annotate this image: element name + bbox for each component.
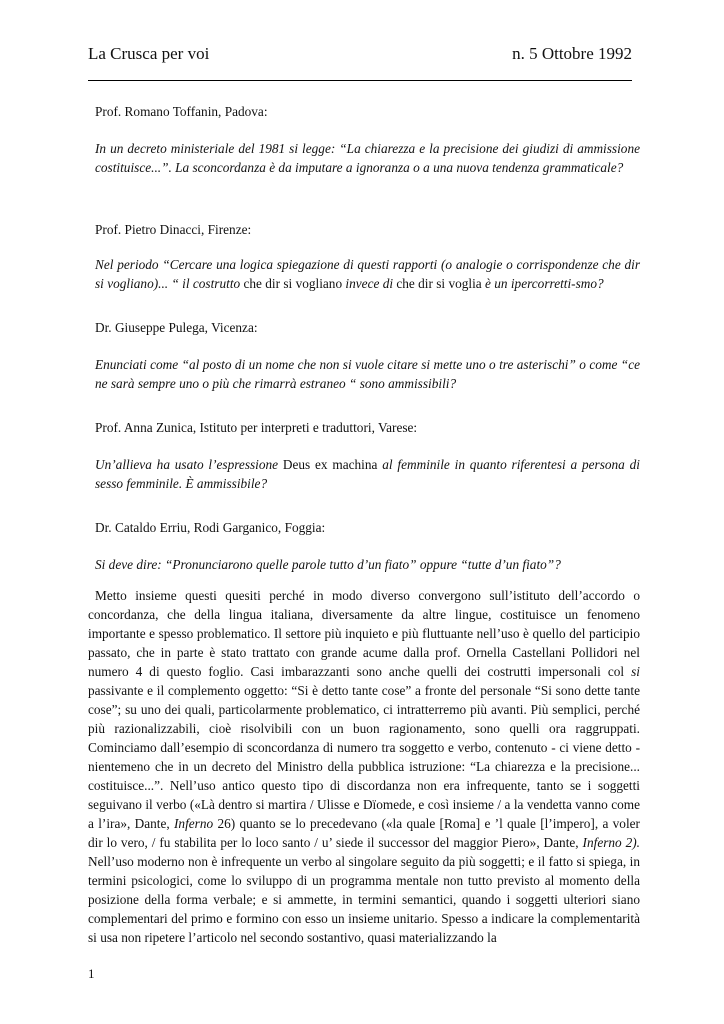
letter-question: Si deve dire: “Pronunciarono quelle parole tutto d’un fiato” oppure “tutte d’un fiato”? bbox=[95, 557, 561, 572]
letter-3 bbox=[88, 318, 640, 393]
page-number: 1 bbox=[88, 966, 95, 981]
letter-author: Prof. Pietro Dinacci, Firenze: bbox=[95, 222, 252, 237]
letter-1 bbox=[88, 102, 640, 177]
letter-author: Dr. Giuseppe Pulega, Vicenza: bbox=[95, 320, 258, 335]
answer-body: Metto insieme questi quesiti perché in modo diverso convergono sull’istituto dell’accordo o concordanza, che della lingua italiana, diversamente da altre lingue, costituisce un fenomeno importante e spesso problematico. Il settore più inquieto e più fluttuante nell’uso è quello del participio passato, che in parte è stato trattato con grande acume dalla prof. Ornella Castellani Pollidori nel numero 4 di questo foglio. Casi imbarazzanti sono anche quelli dei costrutti impersonali col si passivante e il complemento oggetto: “Si è detto tante cose” a fronte del personale “Si sono dette tante cose”; su uno dei quali, particolarmente problematico, ci intratterremo più avanti. Più semplici, perché più razionalizzabili, cioè risolvibili con un buon ragionamento, sono quelli ora raggruppati. Cominciamo dall’esempio di sconcordanza di numero tra soggetto e verbo, contenuto - ci viene detto -nientemeno che in un decreto del Ministro della pubblica istruzione: “La chiarezza e la precisione... costituisce...”. Nell’uso antico questo tipo di discordanza non era infrequente, tanto se i soggetti seguivano il verbo («Là dentro si martira / Ulisse e Dïomede, e così insieme / a la vendetta vanno come a l’ira», Dante, Inferno 26) quanto se lo precedevano («la quale [Roma] e ’l quale [l’impero], a voler dir lo vero, / fu stabilita per lo loco santo / u’ siede il successor del maggior Piero», Dante, Inferno 2). Nell’uso moderno non è infrequente un verbo al singolare seguito da più soggetti; e il fatto si spiega, in termini psicologici, come lo sviluppo di un programma mentale non tutto previsto al momento della posizione della forma verbale; e si ammette, in termini semantici, quando i soggetti ulteriori siano complementari del primo e formino con esso un insieme unitario. Spesso a indicare la complementarità si usa non ripetere l’articolo nel secondo sostantivo, quasi materializzando la bbox=[88, 588, 640, 945]
letter-4 bbox=[88, 418, 640, 493]
letter-author: Prof. Anna Zunica, Istituto per interpreti e traduttori, Varese: bbox=[95, 420, 418, 435]
header-rule bbox=[88, 80, 632, 81]
page-header bbox=[88, 44, 632, 64]
publication-title: La Crusca per voi bbox=[88, 44, 210, 63]
letter-author: Dr. Cataldo Erriu, Rodi Garganico, Foggia: bbox=[95, 520, 326, 535]
letter-5 bbox=[88, 518, 640, 574]
letter-question: Nel periodo “Cercare una logica spiegazione di questi rapporti (o analogie o corrispondenze che dir si vogliano)... “ il costrutto che dir si vogliano invece di che dir si voglia è un ipercorretti-smo? bbox=[95, 257, 640, 291]
letter-question: Enunciati come “al posto di un nome che non si vuole citare si mette uno o tre asterischi” o come “ce ne sarà sempre uno o più che rimarrà estraneo “ sono ammissibili? bbox=[95, 357, 640, 391]
letter-author: Prof. Romano Toffanin, Padova: bbox=[95, 104, 268, 119]
letter-2 bbox=[88, 220, 640, 293]
letter-question: In un decreto ministeriale del 1981 si legge: “La chiarezza e la precisione dei giudizi di ammissione costituisce...”. La sconcordanza è da imputare a ignoranza o a una nuova tendenza grammaticale? bbox=[95, 141, 640, 175]
letter-question: Un’allieva ha usato l’espressione Deus ex machina al femminile in quanto riferentesi a persona di sesso femminile. È ammissibile? bbox=[95, 457, 640, 491]
issue-date: n. 5 Ottobre 1992 bbox=[512, 44, 632, 63]
